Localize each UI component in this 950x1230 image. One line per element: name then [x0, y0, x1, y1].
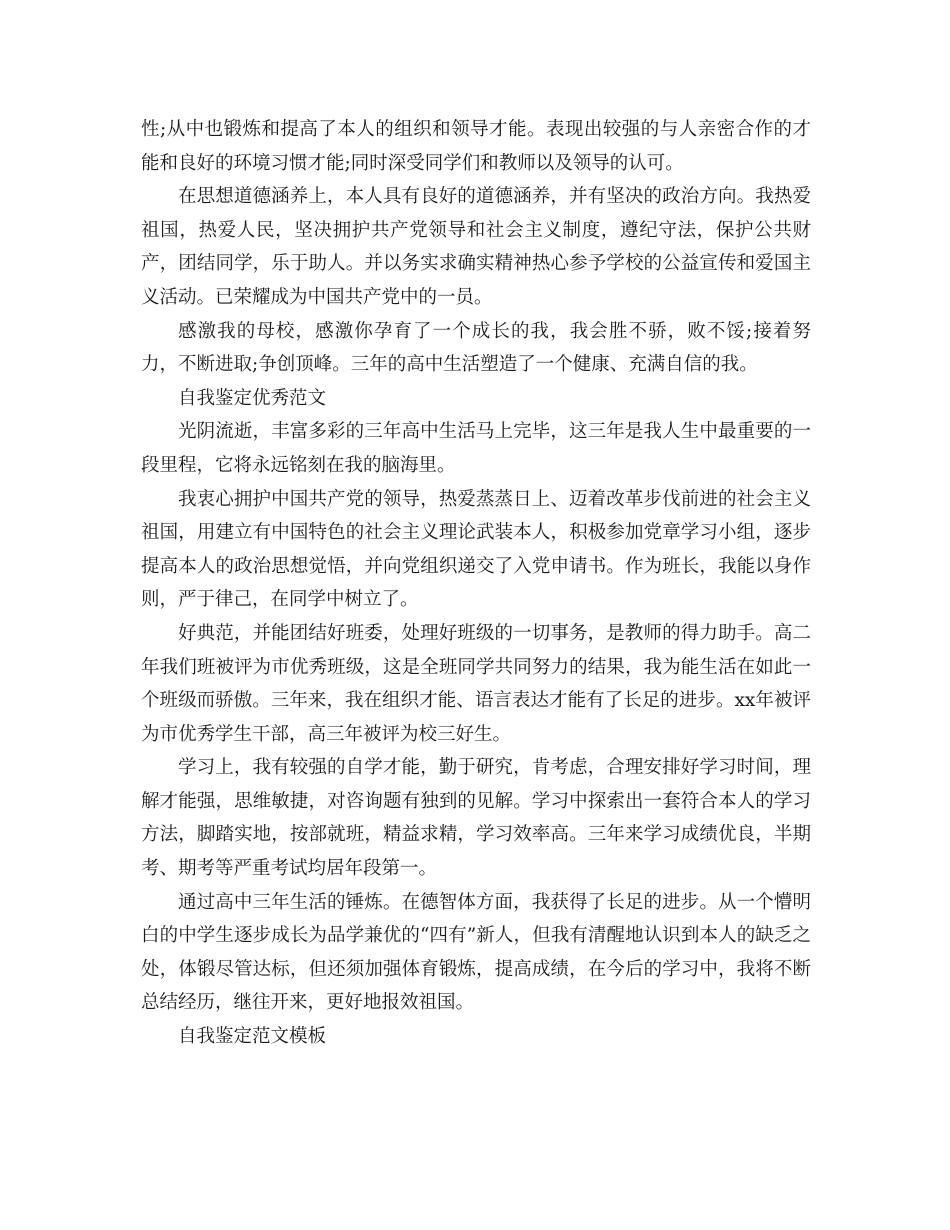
paragraph-political-support: 我衷心拥护中国共产党的领导，热爱蒸蒸日上、迈着改革步伐前进的社会主义祖国，用建立有中国特色的社会主义理论武装本人，积极参加党章学习小组，逐步提高本人的政治思想觉悟，并向党组织递交了入党申请书。作为班长，我能以身作则，严于律己，在同学中树立了。 [141, 488, 811, 611]
paragraph-continuation: 性;从中也锻炼和提高了本人的组织和领导才能。表现出较强的与人亲密合作的才能和良好的环境习惯才能;同时深受同学们和教师以及领导的认可。 [141, 119, 811, 174]
paragraph-class-leadership: 好典范，并能团结好班委，处理好班级的一切事务，是教师的得力助手。高二年我们班被评为市优秀班级，这是全班同学共同努力的结果，我为能生活在如此一个班级而骄傲。三年来，我在组织才能、语言表达才能有了长足的进步。xx年被评为市优秀学生干部，高三年被评为校三好生。 [141, 622, 811, 745]
section-heading-template: 自我鉴定范文模板 [178, 1026, 327, 1048]
paragraph-gratitude: 感激我的母校，感激你孕育了一个成长的我，我会胜不骄，败不馁;接着努力，不断进取;争创顶峰。三年的高中生活塑造了一个健康、充满自信的我。 [141, 320, 811, 376]
paragraph-moral-character: 在思想道德涵养上，本人具有良好的道德涵养，并有坚决的政治方向。我热爱祖国，热爱人民，坚决拥护共产党领导和社会主义制度，遵纪守法，保护公共财产，团结同学，乐于助人。并以务实求确实精神热心参予学校的公益宣传和爱国主义活动。已荣耀成为中国共产党中的一员。 [141, 186, 811, 308]
paragraph-growth: 通过高中三年生活的锤炼。在德智体方面，我获得了长足的进步。从一个懵明白的中学生逐步成长为品学兼优的“四有”新人，但我有清醒地认识到本人的缺乏之处，体锻尽管达标，但还须加强体育锻炼，提高成绩，在今后的学习中，我将不断总结经历，继往开来，更好地报效祖国。 [141, 891, 811, 1014]
section-heading-excellent-sample: 自我鉴定优秀范文 [178, 387, 327, 409]
paragraph-time-passes: 光阴流逝，丰富多彩的三年高中生活马上完毕，这三年是我人生中最重要的一段里程，它将永远铭刻在我的脑海里。 [141, 421, 811, 476]
document-body [141, 113, 811, 1054]
paragraph-study: 学习上，我有较强的自学才能，勤于研究，肯考虑，合理安排好学习时间，理解才能强，思维敏捷，对咨询题有独到的见解。学习中探索出一套符合本人的学习方法，脚踏实地，按部就班，精益求精，学习效率高。三年来学习成绩优良，半期考、期考等严重考试均居年段第一。 [141, 757, 811, 880]
